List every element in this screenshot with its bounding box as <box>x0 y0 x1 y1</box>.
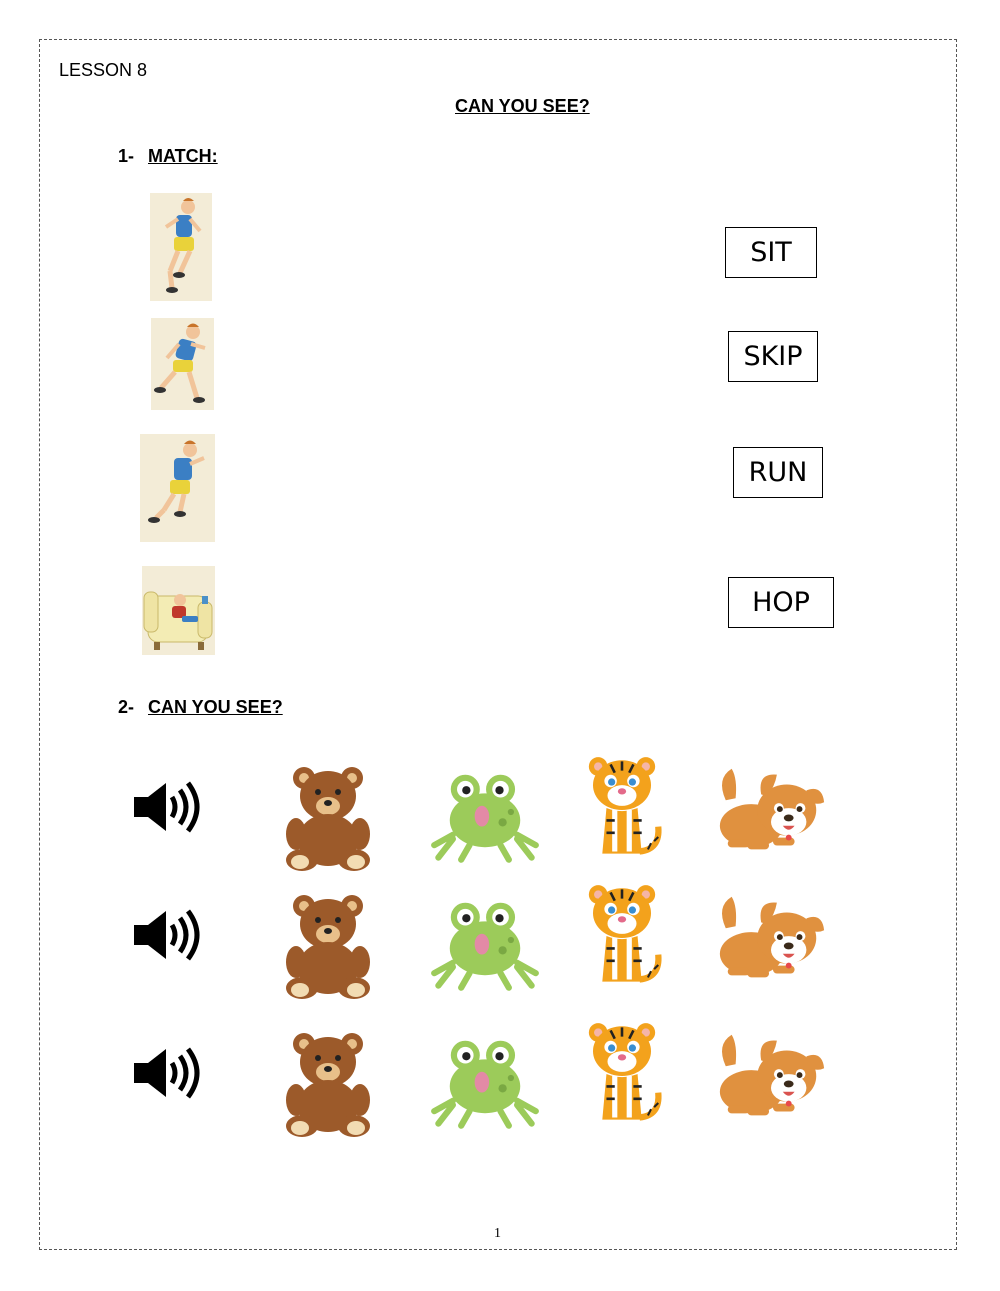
word-box-sit[interactable]: SIT <box>725 227 817 278</box>
dog-icon[interactable] <box>712 892 830 992</box>
word-box-skip[interactable]: SKIP <box>728 331 818 382</box>
frog-icon[interactable] <box>428 1026 542 1130</box>
section-1-number: 1- <box>118 146 135 166</box>
word-box-run[interactable]: RUN <box>733 447 823 498</box>
dog-icon[interactable] <box>712 1030 830 1130</box>
teddy-bear-icon[interactable] <box>278 762 378 872</box>
tiger-icon[interactable] <box>575 1018 669 1132</box>
teddy-bear-icon[interactable] <box>278 1028 378 1138</box>
speaker-icon[interactable] <box>128 905 202 965</box>
speaker-icon[interactable] <box>128 777 202 837</box>
tiger-icon[interactable] <box>575 880 669 994</box>
lesson-label: LESSON 8 <box>59 60 148 80</box>
boy-skipping-icon[interactable] <box>150 193 212 301</box>
page-number: 1 <box>494 1226 501 1241</box>
word-box-hop[interactable]: HOP <box>728 577 834 628</box>
section-1-heading <box>118 146 218 167</box>
boy-hopping-icon[interactable] <box>140 434 215 542</box>
boy-running-icon[interactable] <box>151 318 214 410</box>
page-title: CAN YOU SEE? <box>455 96 590 116</box>
boy-sitting-icon[interactable] <box>142 566 215 655</box>
tiger-icon[interactable] <box>575 752 669 866</box>
section-2-heading <box>118 697 283 718</box>
frog-icon[interactable] <box>428 888 542 992</box>
section-2-number: 2- <box>118 697 135 717</box>
speaker-icon[interactable] <box>128 1043 202 1103</box>
dog-icon[interactable] <box>712 764 830 864</box>
frog-icon[interactable] <box>428 760 542 864</box>
teddy-bear-icon[interactable] <box>278 890 378 1000</box>
section-2-title: CAN YOU SEE? <box>148 697 283 717</box>
section-1-title: MATCH: <box>148 146 218 166</box>
